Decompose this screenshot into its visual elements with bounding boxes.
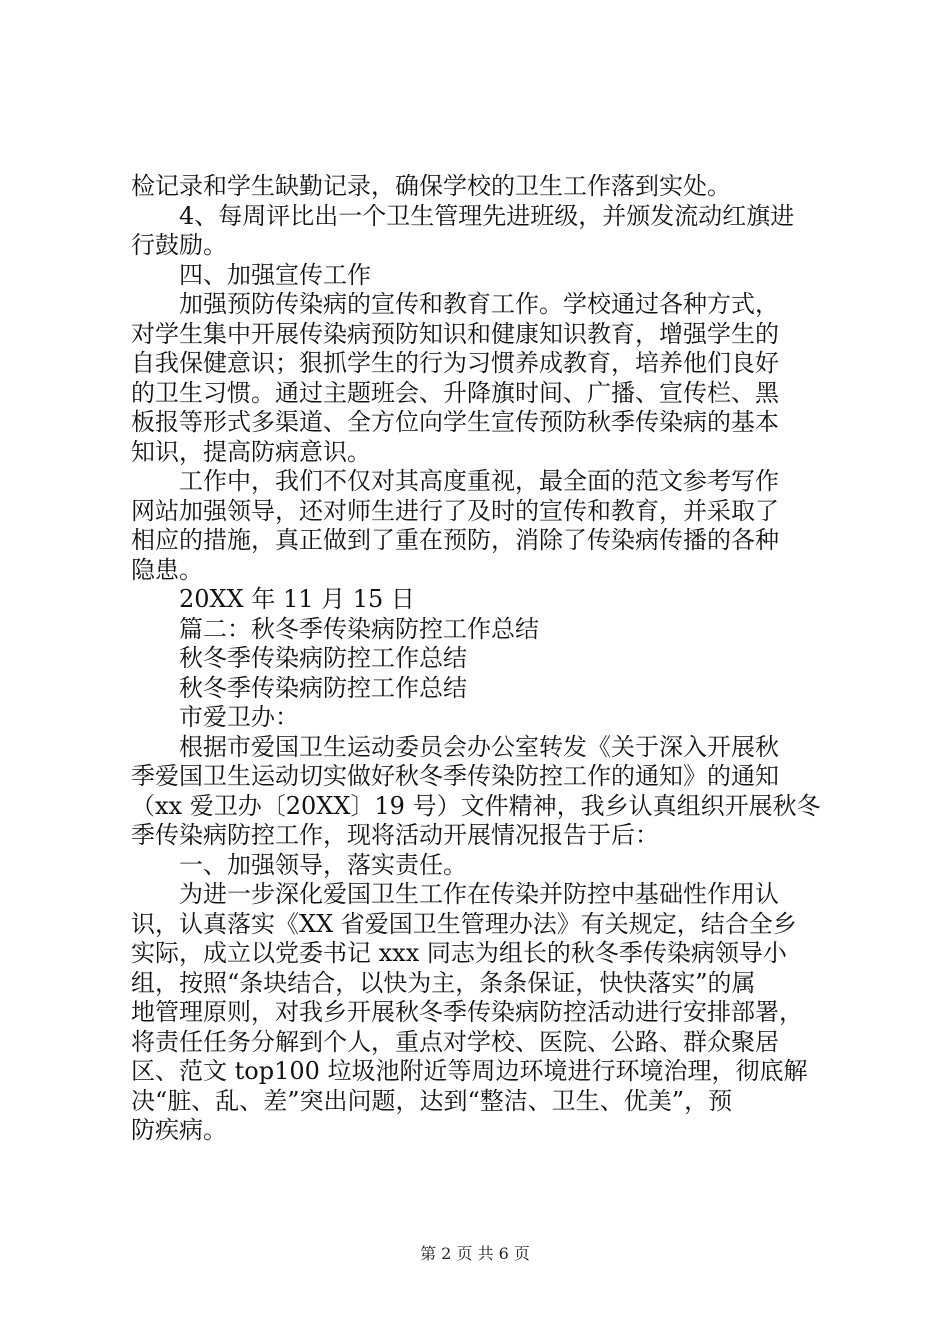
text-line: 根据市爱国卫生运动委员会办公室转发《关于深入开展秋: [179, 732, 779, 761]
text-line: 板报等形式多渠道、全方位向学生宣传预防秋季传染病的基本: [131, 408, 779, 436]
text-line: 检记录和学生缺勤记录，确保学校的卫生工作落到实处。: [131, 172, 731, 200]
text-line: 识，认真落实《XX 省爱国卫生管理办法》有关规定，结合全乡: [131, 909, 797, 938]
text-line: 防疾病。: [131, 1116, 227, 1144]
text-line: 季传染病防控工作，现将活动开展情况报告于后：: [131, 821, 659, 849]
text-line: 知识，提高防病意识。: [131, 437, 371, 466]
text-line: 地管理原则，对我乡开展秋冬季传染病防控活动进行安排部署，: [131, 998, 803, 1026]
text-line: 4、每周评比出一个卫生管理先进班级，并颁发流动红旗进: [179, 201, 795, 230]
text-line: 秋冬季传染病防控工作总结: [179, 673, 467, 702]
text-line: 篇二：秋冬季传染病防控工作总结: [179, 614, 539, 643]
text-line: 网站加强领导，还对师生进行了及时的宣传和教育，并采取了: [131, 496, 779, 525]
text-line: 行鼓励。: [131, 231, 227, 259]
text-line: 将责任任务分解到个人，重点对学校、医院、公路、群众聚居: [131, 1027, 779, 1056]
text-line: 20XX 年 11 月 15 日: [179, 585, 415, 613]
text-line: 相应的措施，真正做到了重在预防，消除了传染病传播的各种: [131, 526, 779, 554]
text-line: 季爱国卫生运动切实做好秋冬季传染防控工作的通知》的通知: [131, 762, 779, 790]
page-footer: 第 2 页 共 6 页: [420, 1244, 530, 1263]
text-line: 一、加强领导，落实责任。: [179, 850, 467, 879]
text-line: 对学生集中开展传染病预防知识和健康知识教育，增强学生的: [131, 319, 779, 348]
text-line: 市爱卫办：: [179, 703, 299, 731]
text-line: （xx 爱卫办〔20XX〕19 号）文件精神，我乡认真组织开展秋冬: [131, 791, 821, 820]
text-line: 自我保健意识；狠抓学生的行为习惯养成教育，培养他们良好: [131, 349, 779, 377]
text-line: 秋冬季传染病防控工作总结: [179, 644, 467, 672]
text-line: 决“脏、乱、差”突出问题，达到“整洁、卫生、优美”，预: [131, 1086, 733, 1115]
text-line: 隐患。: [131, 555, 203, 584]
text-line: 加强预防传染病的宣传和教育工作。学校通过各种方式，: [179, 290, 779, 318]
text-line: 工作中，我们不仅对其高度重视，最全面的范文参考写作: [179, 467, 779, 495]
text-line: 的卫生习惯。通过主题班会、升降旗时间、广播、宣传栏、黑: [131, 378, 779, 407]
text-line: 为进一步深化爱国卫生工作在传染并防控中基础性作用认: [179, 880, 779, 908]
text-line: 四、加强宣传工作: [179, 260, 371, 289]
text-line: 组，按照“条块结合，以快为主，条条保证，快快落实”的属: [131, 968, 756, 997]
text-line: 区、范文 top100 垃圾池附近等周边环境进行环境治理，彻底解: [131, 1057, 808, 1085]
text-line: 实际，成立以党委书记 xxx 同志为组长的秋冬季传染病领导小: [131, 939, 787, 967]
document-body: [131, 172, 831, 1146]
